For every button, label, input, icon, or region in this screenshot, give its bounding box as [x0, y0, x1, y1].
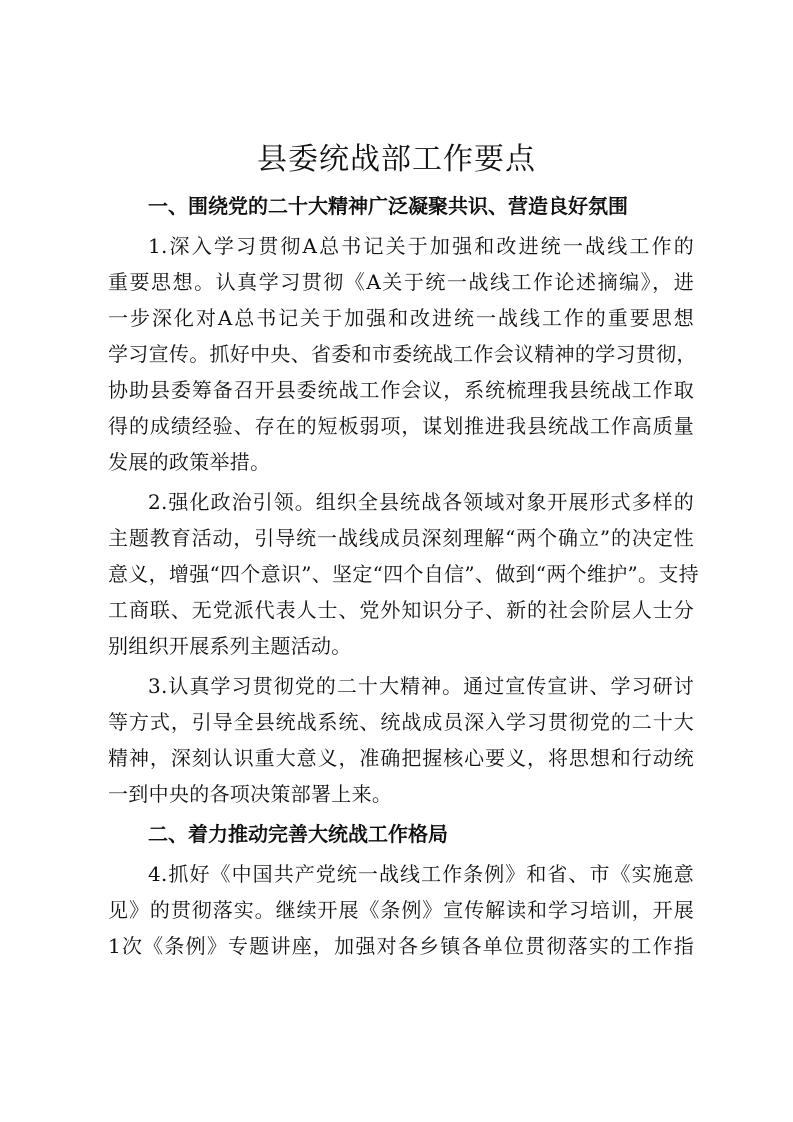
paragraph-1-line: 发展的政策举措。 — [108, 450, 271, 474]
paragraph-3-line: 精神，深刻认识重大意义，准确把握核心要义，将思想和行动统 — [108, 746, 694, 770]
paragraph-1-line: 得的成绩经验、存在的短板弱项，谋划推进我县统战工作高质量 — [108, 414, 694, 438]
paragraph-3-line: 3.认真学习贯彻党的二十大精神。通过宣传宣讲、学习研讨 — [148, 674, 694, 698]
paragraph-2-line: 意义，增强“四个意识”、坚定“四个自信”、做到“两个维护”。支持 — [108, 562, 699, 586]
paragraph-1-line: 1.深入学习贯彻A总书记关于加强和改进统一战线工作的 — [148, 234, 694, 258]
paragraph-1-line: 一步深化对A总书记关于加强和改进统一战线工作的重要思想 — [108, 306, 694, 330]
paragraph-2-line: 主题教育活动，引导统一战线成员深刻理解“两个确立”的决定性 — [108, 526, 694, 550]
paragraph-1-line: 重要思想。认真学习贯彻《A关于统一战线工作论述摘编》，进 — [108, 270, 694, 294]
document-title: 县委统战部工作要点 — [257, 142, 536, 177]
paragraph-4-line: 4.抓好《中国共产党统一战线工作条例》和省、市《实施意 — [148, 862, 694, 886]
paragraph-3-line: 等方式，引导全县统战系统、统战成员深入学习贯彻党的二十大 — [108, 710, 694, 734]
paragraph-3-line: 一到中央的各项决策部署上来。 — [108, 782, 393, 806]
paragraph-2-line: 别组织开展系列主题活动。 — [108, 634, 352, 658]
section-heading-2: 二、着力推动完善大统战工作格局 — [148, 822, 448, 846]
paragraph-2-line: 工商联、无党派代表人士、党外知识分子、新的社会阶层人士分 — [108, 598, 694, 622]
section-heading-1: 一、围绕党的二十大精神广泛凝聚共识、营造良好氛围 — [148, 194, 628, 218]
paragraph-2-line: 2.强化政治引领。组织全县统战各领域对象开展形式多样的 — [148, 490, 694, 514]
paragraph-1-line: 学习宣传。抓好中央、省委和市委统战工作会议精神的学习贯彻， — [108, 342, 697, 366]
paragraph-4-line: 1次《条例》专题讲座，加强对各乡镇各单位贯彻落实的工作指 — [108, 934, 694, 958]
paragraph-4-line: 见》的贯彻落实。继续开展《条例》宣传解读和学习培训，开展 — [108, 898, 694, 922]
paragraph-1-line: 协助县委筹备召开县委统战工作会议，系统梳理我县统战工作取 — [108, 378, 694, 402]
